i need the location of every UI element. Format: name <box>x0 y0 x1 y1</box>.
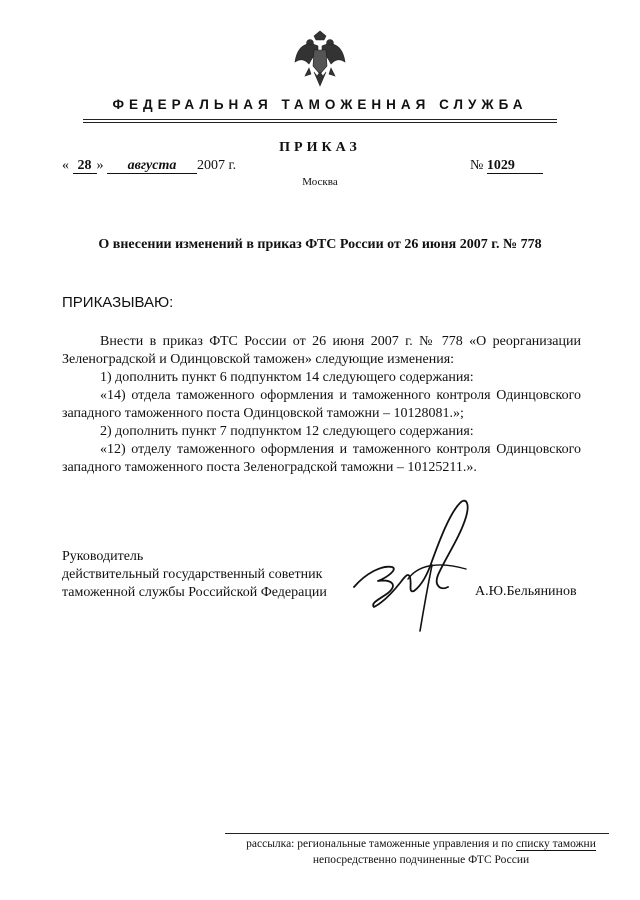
handwritten-signature-icon <box>348 495 488 635</box>
customs-list-link[interactable]: списку таможни <box>516 838 596 850</box>
date-open-quote: « <box>62 158 69 173</box>
number-value: 1029 <box>487 158 543 174</box>
date-year: 2007 г. <box>197 158 237 173</box>
order-directive: ПРИКАЗЫВАЮ: <box>62 294 174 311</box>
signer-name: А.Ю.Бельянинов <box>475 584 577 599</box>
order-subject: О внесении изменений в приказ ФТС России от 26 июня 2007 г. № 778 <box>98 237 542 252</box>
agency-name: ФЕДЕРАЛЬНАЯ ТАМОЖЕННАЯ СЛУЖБА <box>112 97 528 112</box>
order-number <box>470 158 543 174</box>
body-paragraph: 1) дополнить пункт 6 подпунктом 14 следующего содержания: <box>100 370 474 385</box>
distribution-list <box>229 836 613 868</box>
date-day: 28 <box>73 158 97 174</box>
body-paragraph: «14) отдела таможенного оформления и таможенного контроля Одинцовского западного таможенного поста Одинцовской таможни – 10128081.»; <box>62 388 581 421</box>
signatory-rank-line2: таможенной службы Российской Федерации <box>62 585 327 600</box>
city: Москва <box>302 176 338 188</box>
signatory-position: Руководитель <box>62 549 144 564</box>
body-paragraph: «12) отделу таможенного оформления и таможенного контроля Одинцовского западного таможенного поста Зеленоградской таможни – 10125211.». <box>62 442 581 475</box>
body-paragraph: 2) дополнить пункт 7 подпунктом 12 следующего содержания: <box>100 424 474 439</box>
order-body <box>62 333 581 477</box>
number-label: № <box>470 158 484 173</box>
distribution-prefix: рассылка: региональные таможенные управления и по <box>246 838 514 850</box>
header-rule <box>83 119 557 120</box>
distribution-rule <box>225 833 609 834</box>
eagle-emblem-icon <box>285 30 355 90</box>
distribution-line1 <box>229 836 613 852</box>
distribution-line2: непосредственно подчиненные ФТС России <box>312 854 530 866</box>
signatory-rank-line1: действительный государственный советник <box>62 567 323 582</box>
signatory-title <box>62 548 327 602</box>
body-paragraph: Внести в приказ ФТС России от 26 июня 2007 г. № 778 «О реорганизации Зеленоградской и Одинцовской таможен» следующие изменения: <box>62 334 581 367</box>
date-month: августа <box>107 158 197 174</box>
order-date <box>62 158 236 174</box>
header-rule-thin <box>83 122 557 123</box>
document-type: ПРИКАЗ <box>279 140 361 155</box>
date-close-quote: » <box>96 158 104 173</box>
